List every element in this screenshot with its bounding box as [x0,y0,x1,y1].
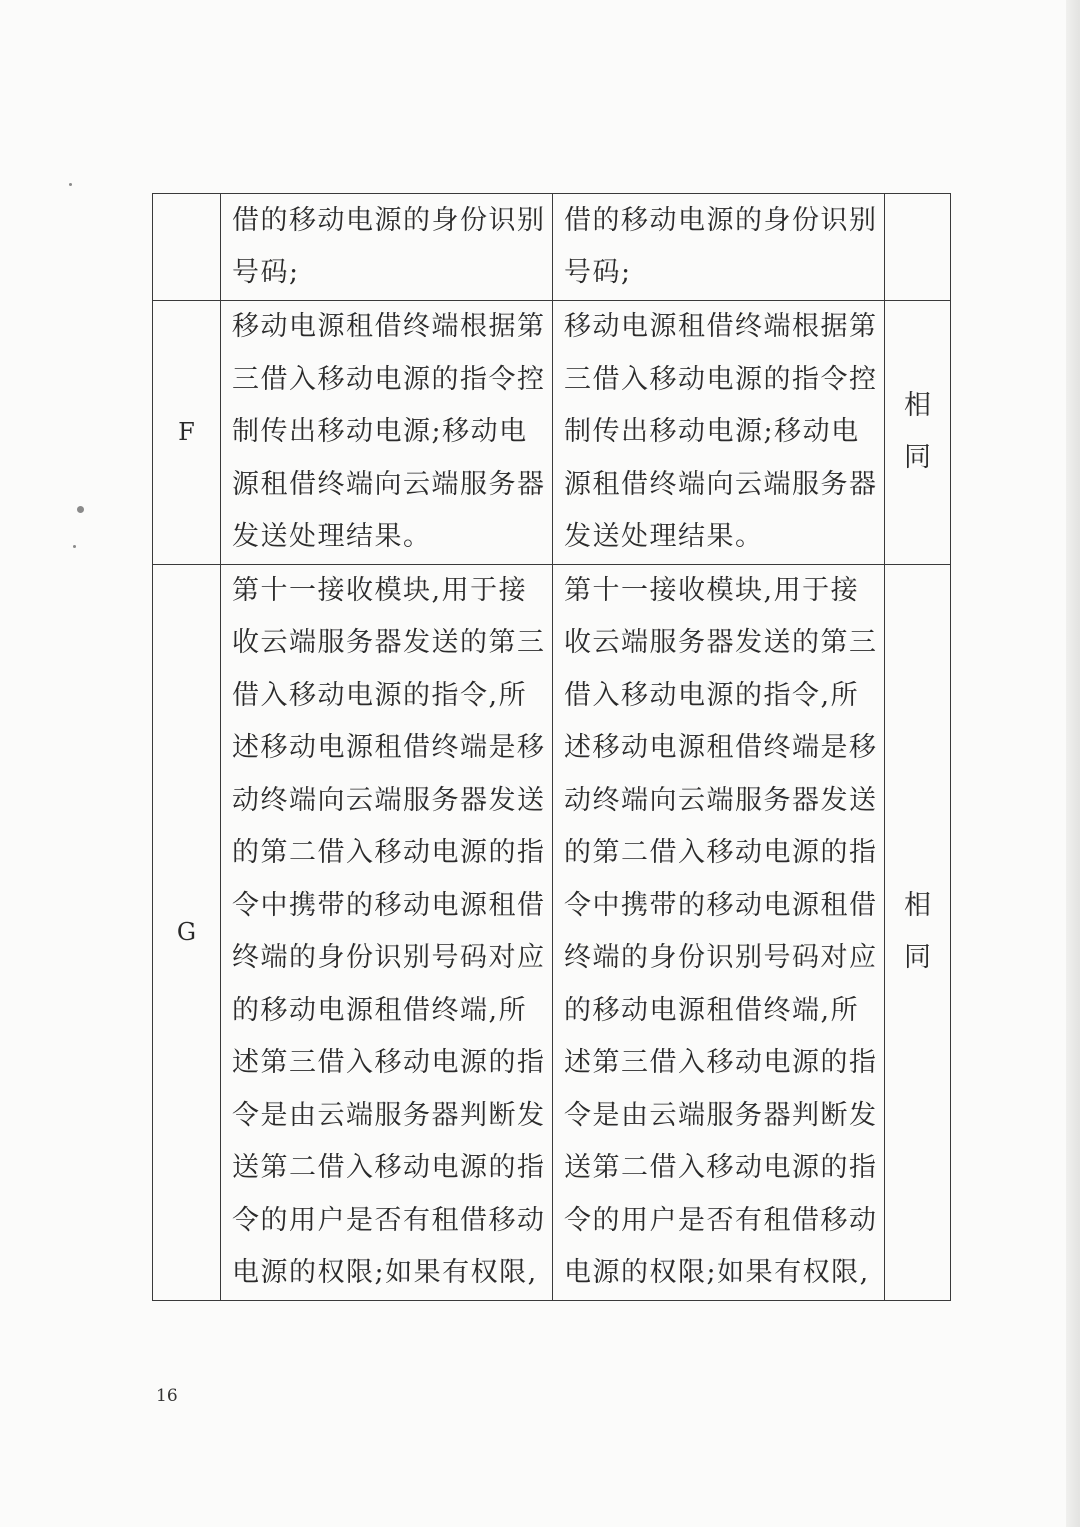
cell-col-b [553,194,885,301]
cell-line: 第十一接收模块,用于接 [564,574,860,606]
cell-note [885,564,951,1300]
cell-line: 令的用户是否有租借移动 [564,1204,878,1236]
table-row [153,301,951,565]
cell-line: 述第三借入移动电源的指 [564,1047,878,1078]
cell-line: 动终端向云端服务器发送 [564,784,878,816]
cell-line: 的第二借入移动电源的指 [564,837,878,868]
table-row [153,564,951,1300]
cell-line: 送第二借入移动电源的指 [564,1152,878,1183]
cell-col-a [221,564,553,1300]
cell-line: 制传出移动电源;移动电 [564,416,860,447]
cell-line: 述第三借入移动电源的指 [232,1047,546,1078]
cell-col-a [221,301,553,565]
page-number: 16 [156,1386,178,1406]
cell-line: 令中携带的移动电源租借 [232,889,546,921]
table-row [153,194,951,301]
cell-col-b [553,564,885,1300]
note-char: 相 [904,390,931,422]
page-edge-shadow [1066,0,1080,1527]
cell-line: 电源的权限;如果有权限, [564,1257,870,1288]
cell-line: 借的移动电源的身份识别 [564,204,878,236]
cell-line: 动终端向云端服务器发送 [232,784,546,816]
cell-line: 源租借终端向云端服务器 [564,468,878,500]
cell-line: 三借入移动电源的指令控 [232,363,546,395]
scan-speck [69,183,72,186]
cell-line: 令是由云端服务器判断发 [564,1099,878,1131]
cell-line: 号码; [232,257,300,288]
cell-line: 发送处理结果。 [232,521,432,552]
note-char: 同 [904,442,931,474]
cell-line: 号码; [564,257,632,288]
cell-col-b [553,301,885,565]
cell-note [885,301,951,565]
row-label [153,194,221,301]
note-char: 相 [904,890,931,921]
cell-line: 终端的身份识别号码对应 [564,942,878,973]
cell-line: 制传出移动电源;移动电 [232,416,528,447]
cell-line: 的第二借入移动电源的指 [232,837,546,868]
cell-line: 借入移动电源的指令,所 [564,679,860,711]
cell-line: 收云端服务器发送的第三 [564,627,878,658]
cell-line: 的移动电源租借终端,所 [564,994,860,1026]
row-label: F [153,301,221,565]
cell-note [885,194,951,301]
comparison-table-body [153,194,951,1301]
note-char: 同 [904,942,931,973]
cell-line: 借入移动电源的指令,所 [232,679,528,711]
cell-line: 终端的身份识别号码对应 [232,942,546,973]
cell-line: 移动电源租借终端根据第 [564,311,878,342]
cell-line: 源租借终端向云端服务器 [232,468,546,500]
cell-line: 发送处理结果。 [564,521,764,552]
scan-speck [73,545,76,548]
cell-line: 述移动电源租借终端是移 [232,732,546,763]
cell-line: 送第二借入移动电源的指 [232,1152,546,1183]
cell-line: 移动电源租借终端根据第 [232,311,546,342]
cell-line: 收云端服务器发送的第三 [232,627,546,658]
scan-speck [77,506,84,513]
cell-line: 的移动电源租借终端,所 [232,994,528,1026]
cell-line: 三借入移动电源的指令控 [564,363,878,395]
row-label: G [153,564,221,1300]
cell-line: 第十一接收模块,用于接 [232,574,528,606]
cell-line: 令中携带的移动电源租借 [564,889,878,921]
cell-line: 借的移动电源的身份识别 [232,204,546,236]
cell-line: 令的用户是否有租借移动 [232,1204,546,1236]
cell-col-a [221,194,553,301]
cell-line: 令是由云端服务器判断发 [232,1099,546,1131]
cell-line: 述移动电源租借终端是移 [564,732,878,763]
comparison-table [152,193,951,1301]
cell-line: 电源的权限;如果有权限, [232,1257,538,1288]
